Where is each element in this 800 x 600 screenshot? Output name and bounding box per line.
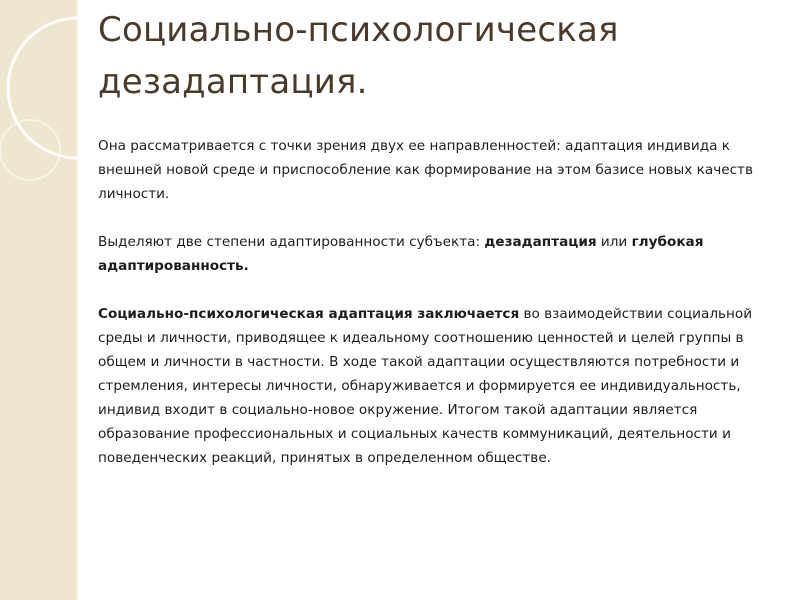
- paragraph-spacer: [98, 206, 758, 230]
- slide-body: [98, 134, 758, 470]
- paragraph-spacer: [98, 278, 758, 302]
- paragraph-3: [98, 302, 758, 470]
- term-dezadaptatsiya: дезадаптация: [484, 234, 597, 250]
- title-line-2: дезадаптация.: [98, 62, 368, 102]
- paragraph-2-lead: Выделяют две степени адаптированности субъекта:: [98, 234, 485, 250]
- paragraph-3-rest: во взаимодействии социальной среды и личности, приводящее к идеальному соотношению ценностей и целей группы в общем и личности в частности. В ходе такой адаптации осуществляются потребности и стремления, интересы личности, обнаруживается и формируется ее индивидуальность, индивид входит в социально-новое окружение. Итогом такой адаптации является образование профессиональных и социальных качеств коммуникаций, деятельности и поведенческих реакций, принятых в определенном обществе.: [98, 306, 753, 466]
- paragraph-1: Она рассматривается с точки зрения двух ее направленностей: адаптация индивида к внешней новой среде и приспособление как формирование на этом базисе новых качеств личности.: [98, 138, 753, 202]
- deco-circle-small: [0, 120, 60, 180]
- paragraph-3-lead: Социально-психологическая адаптация заключается: [98, 306, 520, 322]
- term-deep-adaptation: глубокая адаптированность.: [98, 234, 704, 274]
- title-line-1: Социально-психологическая: [98, 10, 619, 50]
- slide-title: [98, 4, 778, 108]
- paragraph-2-connector: или: [596, 234, 632, 250]
- paragraph-2: [98, 230, 758, 278]
